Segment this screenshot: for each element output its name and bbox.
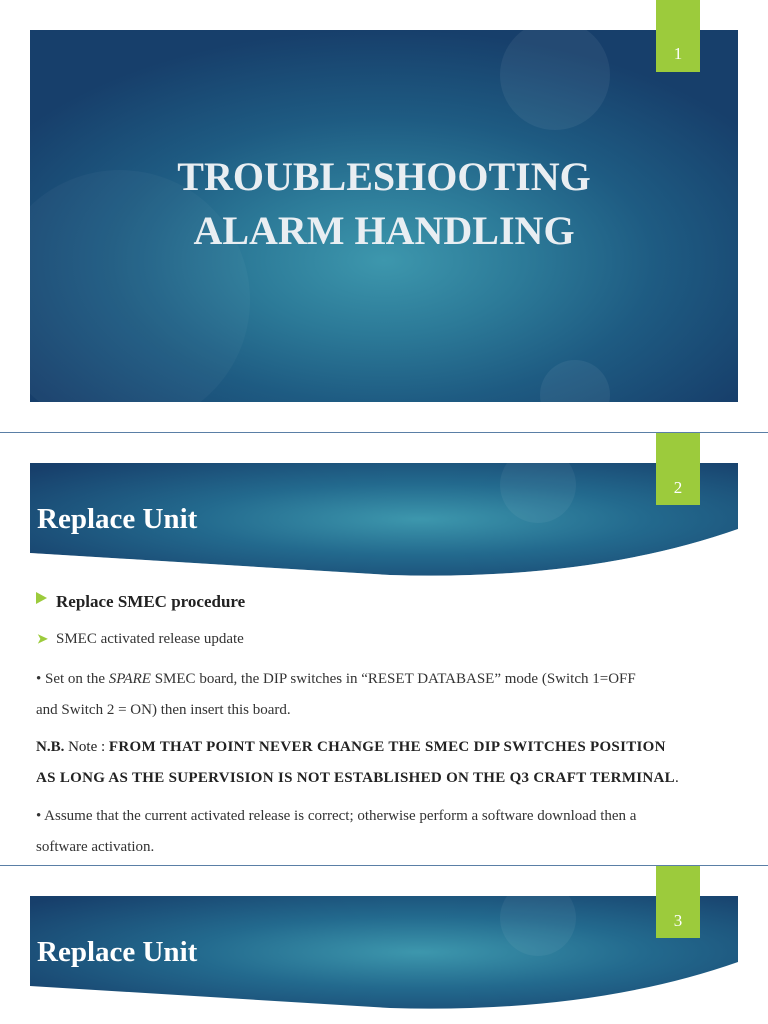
slide-number: 2 (673, 478, 683, 497)
spare-emphasis: SPARE (108, 671, 151, 687)
slide-3 (0, 866, 768, 1024)
slide-title (30, 150, 738, 258)
green-arrow-bullet-icon (36, 592, 47, 604)
nb-label: N.B. (36, 739, 65, 755)
slide-number: 3 (673, 911, 683, 930)
slide-header: Replace Unit (37, 503, 198, 535)
title-panel (30, 30, 738, 402)
slide-number: 1 (673, 44, 683, 63)
note-paragraph: N.B. Note : FROM THAT POINT NEVER CHANGE THE SMEC DIP SWITCHES POSITION AS LONG AS THE SUPERVISION IS NOT ESTABLISHED ON THE Q3 CRAFT TERMINAL. (36, 739, 679, 786)
slide-2 (0, 433, 768, 865)
slide-1 (0, 0, 768, 432)
header-banner (30, 463, 738, 579)
procedure-heading: Replace SMEC procedure (56, 592, 246, 611)
slide-header: Replace Unit (37, 936, 198, 968)
slide-number-badge (656, 433, 700, 505)
header-banner (30, 896, 738, 1012)
title-line-1: TROUBLESHOOTING (177, 154, 591, 199)
procedure-subheading: SMEC activated release update (56, 631, 244, 647)
slide-number-badge (656, 0, 700, 72)
chevron-bullet-icon: ➤ (37, 631, 48, 646)
title-line-2: ALARM HANDLING (193, 208, 575, 253)
instruction-paragraph-1: • Set on the SPARE SMEC board, the DIP switches in “RESET DATABASE” mode (Switch 1=OFF and Switch 2 = ON) then insert this board. (36, 671, 636, 718)
instruction-paragraph-2: • Assume that the current activated release is correct; otherwise perform a software download then a software activation. (36, 808, 637, 855)
slide-number-badge (656, 866, 700, 938)
